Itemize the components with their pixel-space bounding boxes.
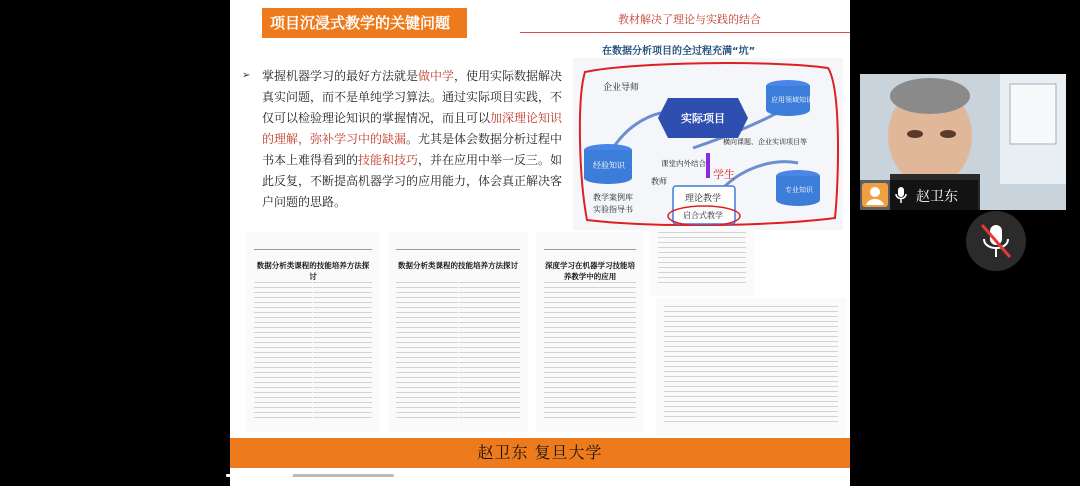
- participant-name-tag: [860, 180, 978, 210]
- label-enterprise-mentor: 企业导师: [603, 83, 640, 93]
- paper-thumbnail: [246, 232, 380, 432]
- label-student: 学生: [713, 168, 735, 181]
- bullet-text: 。尤其是体会数据分析过程中书本上难得看到的: [262, 132, 563, 167]
- footer-text: 赵卫东 复旦大学: [477, 443, 603, 462]
- highlighted-text: 技能和技巧: [358, 153, 419, 167]
- label-app-knowledge: 应用领域知识: [771, 96, 813, 104]
- teaching-diagram: [573, 58, 843, 230]
- title-rule: [520, 32, 850, 33]
- label-case-library: 教学案例库: [593, 193, 633, 202]
- slide-subtitle: 教材解决了理论与实践的结合: [618, 13, 761, 26]
- highlighted-text: 做中学: [418, 69, 455, 83]
- slide-title: 项目沉浸式教学的关键问题: [262, 8, 467, 38]
- person-icon: [862, 183, 888, 207]
- label-classroom-combo: 课堂内外结合: [661, 159, 706, 168]
- label-heuristic: 启合式教学: [683, 211, 723, 220]
- slide-progress-bar[interactable]: [226, 474, 394, 477]
- label-real-project: 实际项目: [681, 112, 725, 125]
- bullet-paragraph: [262, 66, 572, 213]
- participant-video[interactable]: [860, 74, 1066, 210]
- shared-slide: [230, 0, 850, 486]
- paper-thumbnail: [388, 232, 528, 432]
- participant-name: 赵卫东: [916, 189, 958, 205]
- microphone-icon: [894, 186, 908, 204]
- diagram-caption: 在数据分析项目的全过程充满“坑”: [602, 46, 756, 57]
- mute-button[interactable]: [966, 205, 1066, 255]
- label-horizontal-topics: 横向课题、企业实训项目等: [723, 138, 807, 146]
- microphone-muted-icon: [966, 211, 1026, 271]
- label-teacher: 教师: [651, 177, 667, 186]
- paper-title: 数据分析类课程的技能培养方法探讨: [398, 261, 518, 270]
- progress-fill: [226, 474, 293, 477]
- label-theory-teaching: 理论教学: [685, 194, 722, 204]
- label-experience: 经验知识: [593, 161, 625, 170]
- paper-thumbnail: [656, 298, 846, 436]
- paper-thumbnail: [650, 226, 754, 296]
- paper-title: 数据分析类课程的技能培养方法探讨: [256, 261, 370, 281]
- bullet-arrow-icon: ➢: [242, 70, 251, 81]
- bullet-text: 掌握机器学习的最好方法就是: [262, 69, 419, 83]
- bullet-text: ，并在应用中举一反三。如此反复，不断提高机器学习的应用能力，体会真正解决客户问题的思路。: [262, 153, 563, 209]
- highlighted-text: 加深理论知识的理解，弥补学习中的缺漏: [262, 111, 563, 146]
- label-professional: 专业知识: [785, 186, 813, 194]
- paper-thumbnail: [536, 232, 644, 432]
- paper-title: 深度学习在机器学习技能培养教学中的应用: [545, 261, 635, 281]
- bullet-text: ，使用实际数据解决真实问题，而不是单纯学习算法。通过实际项目实践，不仅可以检验理论知识的掌握情况，而且可以: [262, 69, 563, 125]
- label-lab-guide: 实验指导书: [593, 205, 633, 214]
